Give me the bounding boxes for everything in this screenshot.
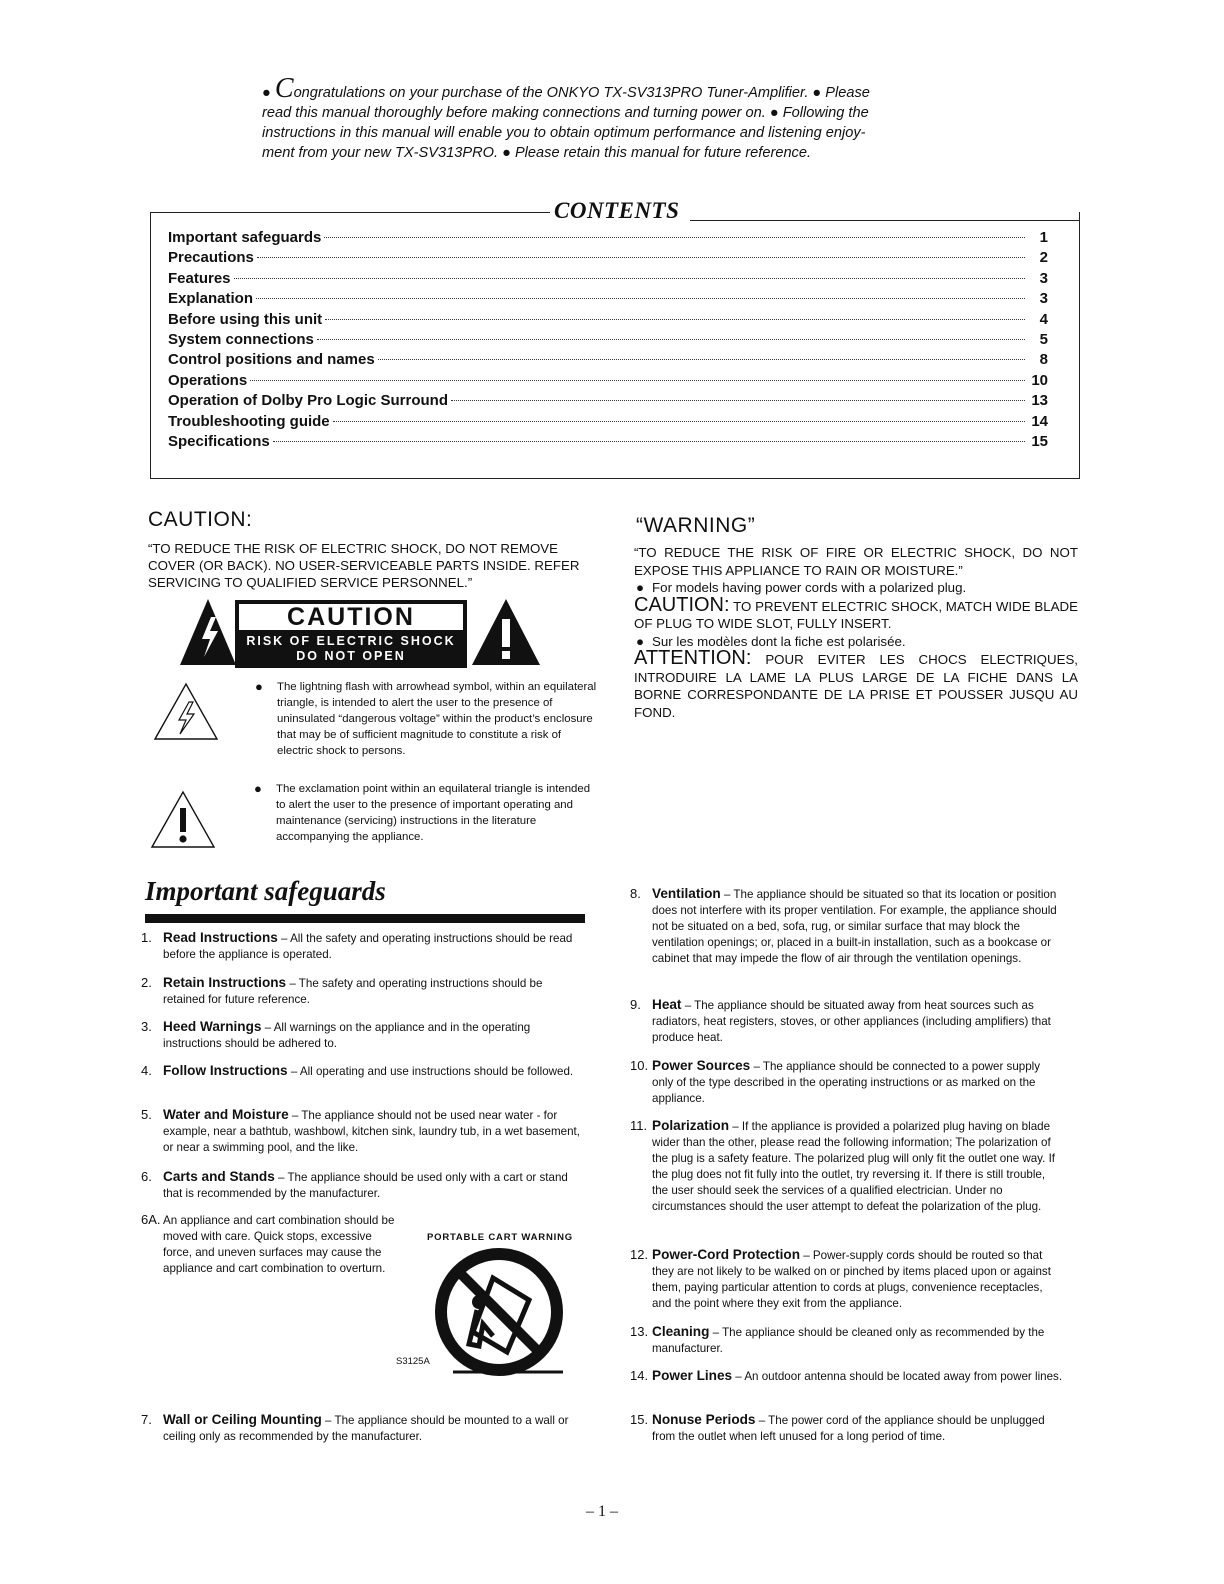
toc-leader [234, 278, 1025, 279]
lightning-outline-icon [153, 682, 219, 742]
lightning-note: ● The lightning flash with arrowhead symbol, within an equilateral triangle, is intended to alert the user to the presence of uninsulated “dangerous voltage” within the product’s enclosure that may be of sufficient magnitude to constitute a risk of electric shock to persons. [255, 679, 597, 757]
toc-item-page: 15 [1031, 432, 1048, 450]
toc-item-page: 2 [1039, 249, 1048, 267]
safeguard-number: 1. [141, 930, 152, 945]
safeguard-item [630, 886, 1064, 967]
caution-word: CAUTION: [634, 593, 730, 616]
safeguard-heading: Follow Instructions [163, 1063, 288, 1078]
safeguards-rule [145, 914, 585, 923]
caution-plug-text: TO PREVENT ELECTRIC SHOCK, MATCH WIDE BLADE OF PLUG TO WIDE SLOT, FULLY INSERT. [634, 598, 1078, 631]
toc-item-page: 1 [1039, 229, 1048, 246]
caution-label-line: DO NOT OPEN [296, 649, 406, 663]
intro-line-3: instructions in this manual will enable you to obtain optimum performance and listening enjoy- [262, 125, 866, 141]
safeguard-number: 13. [630, 1324, 649, 1339]
attention-word: ATTENTION: [634, 647, 752, 669]
safeguard-item [630, 1368, 1064, 1385]
safeguard-item [141, 1019, 581, 1052]
safeguard-text: – An outdoor antenna should be located away from power lines. [732, 1370, 1063, 1383]
safeguard-number: 15. [630, 1412, 649, 1427]
safeguard-text: – The appliance should be used only with a cart or stand that is recommended by the manufacturer. [163, 1171, 568, 1200]
safeguard-item [630, 1247, 1064, 1312]
safeguard-text: – All warnings on the appliance and in the operating instructions should be adhered to. [163, 1021, 531, 1050]
toc-item-title: Control positions and names [168, 351, 375, 369]
attention-text: POUR EVITER LES CHOCS ELECTRIQUES, INTRODUIRE LA LAME LA PLUS LARGE DE LA FICHE DANS LA BORNE CORRESPONDANTE DE LA PRISE ET POUSSER JUSQU AU FOND. [634, 652, 1079, 720]
safeguard-heading: Read Instructions [163, 930, 278, 945]
toc-item-page: 5 [1039, 330, 1048, 348]
safeguard-item [141, 975, 581, 1008]
safeguard-heading: Power Lines [652, 1368, 733, 1383]
safeguard-item [141, 1169, 581, 1202]
toc-item-page: 3 [1039, 290, 1048, 308]
safeguard-text: – The power cord of the appliance should be unplugged from the outlet when left unused for a long period of time. [652, 1414, 1045, 1443]
safeguard-number: 11. [630, 1118, 648, 1133]
safeguards-title: Important safeguards [145, 876, 386, 906]
intro-line-4: ment from your new TX-SV313PRO. ● Please retain this manual for future reference. [262, 145, 812, 161]
toc-row [168, 351, 1048, 371]
toc-leader [378, 359, 1025, 360]
toc-item-title: Operations [168, 371, 248, 389]
safeguard-item [630, 1324, 1064, 1357]
warning-heading: “WARNING” [636, 514, 756, 537]
safeguard-number: 9. [630, 997, 641, 1012]
toc-leader [250, 380, 1025, 381]
caution-text: “TO REDUCE THE RISK OF ELECTRIC SHOCK, DO NOT REMOVE COVER (OR BACK). NO USER-SERVICEABLE PARTS INSIDE. REFER SERVICING TO QUALIFIED SERVICE PERSONNEL.” [148, 541, 580, 590]
safeguard-heading: Heed Warnings [163, 1019, 262, 1034]
intro-initial: C [274, 73, 294, 104]
safeguard-number: 5. [141, 1107, 152, 1122]
warning-text: “TO REDUCE THE RISK OF FIRE OR ELECTRIC SHOCK, DO NOT EXPOSE THIS APPLIANCE TO RAIN OR MOISTURE.” [634, 545, 1078, 578]
table-of-contents [168, 229, 1048, 453]
toc-leader [257, 257, 1025, 258]
toc-item-page: 8 [1039, 351, 1048, 369]
safeguard-heading: Power-Cord Protection [652, 1247, 801, 1262]
safeguard-text: – The safety and operating instructions should be retained for future reference. [163, 977, 543, 1006]
safeguard-text: – If the appliance is provided a polarized plug having on blade wider than the other, please read the following information; The polarization of the plug is a safety feature. The polarized plug will only fit the outlet one way. If the plug does not fit fully into the outlet, try reversing it. If there is still trouble, the user should seek the services of a qualified electrician. Under no circumstances should the user attempt to defeat the polarization of the plug. [652, 1120, 1056, 1213]
toc-row [168, 331, 1048, 351]
toc-item-title: Features [168, 269, 231, 287]
toc-item-page: 3 [1039, 269, 1048, 287]
contents-rule [150, 212, 550, 213]
toc-row [168, 249, 1048, 269]
safeguard-heading: Polarization [652, 1118, 730, 1133]
toc-leader [325, 319, 1025, 320]
toc-item-title: Explanation [168, 290, 254, 308]
safeguard-heading: Power Sources [652, 1058, 751, 1073]
lightning-note-text: The lightning flash with arrowhead symbol, within an equilateral triangle, is intended to alert the user to the presence of uninsulated “dangerous voltage” within the product’s enclosure that may be of sufficient magnitude to constitute a risk of electric shock to persons. [277, 681, 597, 757]
caution-label-line: RISK OF ELECTRIC SHOCK [246, 634, 456, 648]
safeguard-item [630, 1412, 1064, 1445]
safeguard-heading: Water and Moisture [163, 1107, 289, 1122]
safeguard-text: – All the safety and operating instructions should be read before the appliance is operated. [163, 932, 573, 961]
toc-row [168, 270, 1048, 290]
polarized-note: For models having power cords with a polarized plug. [652, 580, 967, 595]
safeguard-item [141, 1107, 581, 1156]
cart-warning-label: PORTABLE CART WARNING [427, 1232, 573, 1243]
safeguard-item [141, 1063, 581, 1080]
exclamation-outline-icon [150, 790, 216, 850]
exclamation-triangle-icon [472, 599, 540, 665]
safeguard-number: 10. [630, 1058, 649, 1073]
toc-item-page: 4 [1039, 310, 1048, 328]
safeguard-number: 2. [141, 975, 152, 990]
safeguard-item [630, 1118, 1064, 1215]
safeguard-text: – The appliance should be situated so that its location or position does not interfere with its proper ventilation. For example, the appliance should not be situated on a bed, sofa, rug, or similar surface that may block the ventilation openings; or, placed in a built-in installation, such as a bookcase or cabinet that may impede the flow of air through the ventilation openings. [652, 888, 1057, 965]
toc-leader [273, 441, 1025, 442]
french-note: Sur les modèles dont la fiche est polarisée. [652, 633, 906, 649]
safeguard-item [141, 930, 581, 963]
safeguard-text: An appliance and cart combination should be moved with care. Quick stops, excessive force, and uneven surfaces may cause the appliance and cart combination to overturn. [163, 1214, 395, 1275]
toc-leader [317, 339, 1025, 340]
safeguard-heading: Retain Instructions [163, 975, 287, 990]
safeguard-number: 8. [630, 886, 641, 901]
caution-label-title: CAUTION [239, 604, 463, 630]
toc-item-page: 14 [1031, 412, 1048, 430]
toc-row [168, 392, 1048, 412]
safeguard-item [630, 997, 1064, 1046]
safeguard-item [141, 1412, 581, 1445]
toc-row [168, 311, 1048, 331]
safeguard-number: 3. [141, 1019, 152, 1034]
safeguard-number: 4. [141, 1063, 152, 1078]
page-number: – 1 – [586, 1503, 618, 1520]
cart-code: S3125A [396, 1356, 430, 1367]
exclamation-note-text: The exclamation point within an equilateral triangle is intended to alert the user to the presence of important operating and maintenance (servicing) instructions in the literature accompanying the appliance. [276, 783, 591, 843]
safeguard-text: – Power-supply cords should be routed so that they are not likely to be walked on or pinched by items placed upon or against them, paying particular attention to cords at plugs, convenience receptacles, and the point where they exit from the appliance. [652, 1249, 1051, 1310]
toc-item-page: 10 [1031, 371, 1048, 389]
safeguard-number: 14. [630, 1368, 649, 1383]
toc-leader [256, 298, 1025, 299]
safeguard-text: – The appliance should be cleaned only as recommended by the manufacturer. [652, 1326, 1045, 1355]
lightning-triangle-icon [180, 599, 236, 665]
intro-line-2: read this manual thoroughly before making connections and turning power on. ● Following the [262, 105, 869, 121]
safeguard-number: 12. [630, 1247, 649, 1262]
safeguard-heading: Wall or Ceiling Mounting [163, 1412, 322, 1427]
toc-item-title: Important safeguards [168, 229, 322, 246]
safeguard-text: – All operating and use instructions should be followed. [287, 1065, 574, 1078]
safeguard-heading: Ventilation [652, 886, 721, 901]
safeguard-number: 7. [141, 1412, 152, 1427]
toc-leader [324, 237, 1025, 238]
contents-title: CONTENTS [554, 198, 680, 223]
safeguard-text: – The appliance should be mounted to a wall or ceiling only as recommended by the manufacturer. [163, 1414, 569, 1443]
safeguard-number: 6A. [141, 1212, 161, 1227]
safeguard-item [141, 1212, 403, 1277]
toc-row [168, 433, 1048, 453]
safeguard-text: – The appliance should be situated away from heat sources such as radiators, heat registers, stoves, or other appliances (including amplifiers) that produce heat. [652, 999, 1051, 1044]
toc-item-title: Operation of Dolby Pro Logic Surround [168, 392, 448, 410]
safeguard-heading: Nonuse Periods [652, 1412, 756, 1427]
toc-row [168, 413, 1048, 433]
toc-item-page: 13 [1031, 392, 1048, 410]
safeguard-text: – The appliance should be connected to a power supply only of the type described in the operating instructions or as marked on the appliance. [652, 1060, 1041, 1105]
safeguard-number: 6. [141, 1169, 152, 1184]
toc-leader [333, 421, 1025, 422]
intro-paragraph: ● Congratulations on your purchase of the ONKYO TX-SV313PRO Tuner-Amplifier. ● Please read this manual thoroughly before making connections and turning power on. ● Following the instructions in this manual will enable you to obtain optimum performance and listening enjoy- ment from your new TX-SV313PRO. ● Please retain this manual for future reference. [262, 82, 982, 163]
safeguard-heading: Cleaning [652, 1324, 710, 1339]
safeguard-heading: Heat [652, 997, 682, 1012]
warning-block: “TO REDUCE THE RISK OF FIRE OR ELECTRIC SHOCK, DO NOT EXPOSE THIS APPLIANCE TO RAIN OR MOISTURE.” ● For models having power cords with a polarized plug. CAUTION: TO PREVENT ELECTRIC SHOCK, MATCH WIDE BLADE OF PLUG TO WIDE SLOT, FULLY INSERT. ● Sur les modèles dont la fiche est polarisée. ATTENTION: POUR EVITER LES CHOCS ELECTRIQUES, INTRODUIRE LA LAME LA PLUS LARGE DE LA FICHE DANS LA BORNE CORRESPONDANTE DE LA PRISE ET POUSSER JUSQU AU FOND. [634, 545, 1079, 720]
safeguard-item [630, 1058, 1064, 1107]
toc-item-title: Troubleshooting guide [168, 412, 330, 430]
toc-row [168, 372, 1048, 392]
safeguard-text: – The appliance should not be used near water - for example, near a bathtub, washbowl, kitchen sink, laundry tub, in a wet basement, or near a swimming pool, and the like. [163, 1109, 580, 1154]
toc-item-title: Specifications [168, 432, 270, 450]
exclamation-note: ● The exclamation point within an equilateral triangle is intended to alert the user to the presence of important operating and maintenance (servicing) instructions in the literature accompanying the appliance. [254, 781, 591, 843]
toc-item-title: Before using this unit [168, 310, 323, 328]
contents-rule [690, 220, 1080, 221]
toc-leader [451, 400, 1025, 401]
cart-tipping-icon [433, 1248, 573, 1380]
toc-row [168, 229, 1048, 249]
toc-row [168, 290, 1048, 310]
toc-item-title: Precautions [168, 249, 254, 267]
caution-heading: CAUTION: [148, 508, 253, 531]
safeguard-heading: Carts and Stands [163, 1169, 275, 1184]
intro-line-1: ongratulations on your purchase of the ONKYO TX-SV313PRO Tuner-Amplifier. ● Please [293, 85, 870, 101]
toc-item-title: System connections [168, 330, 314, 348]
